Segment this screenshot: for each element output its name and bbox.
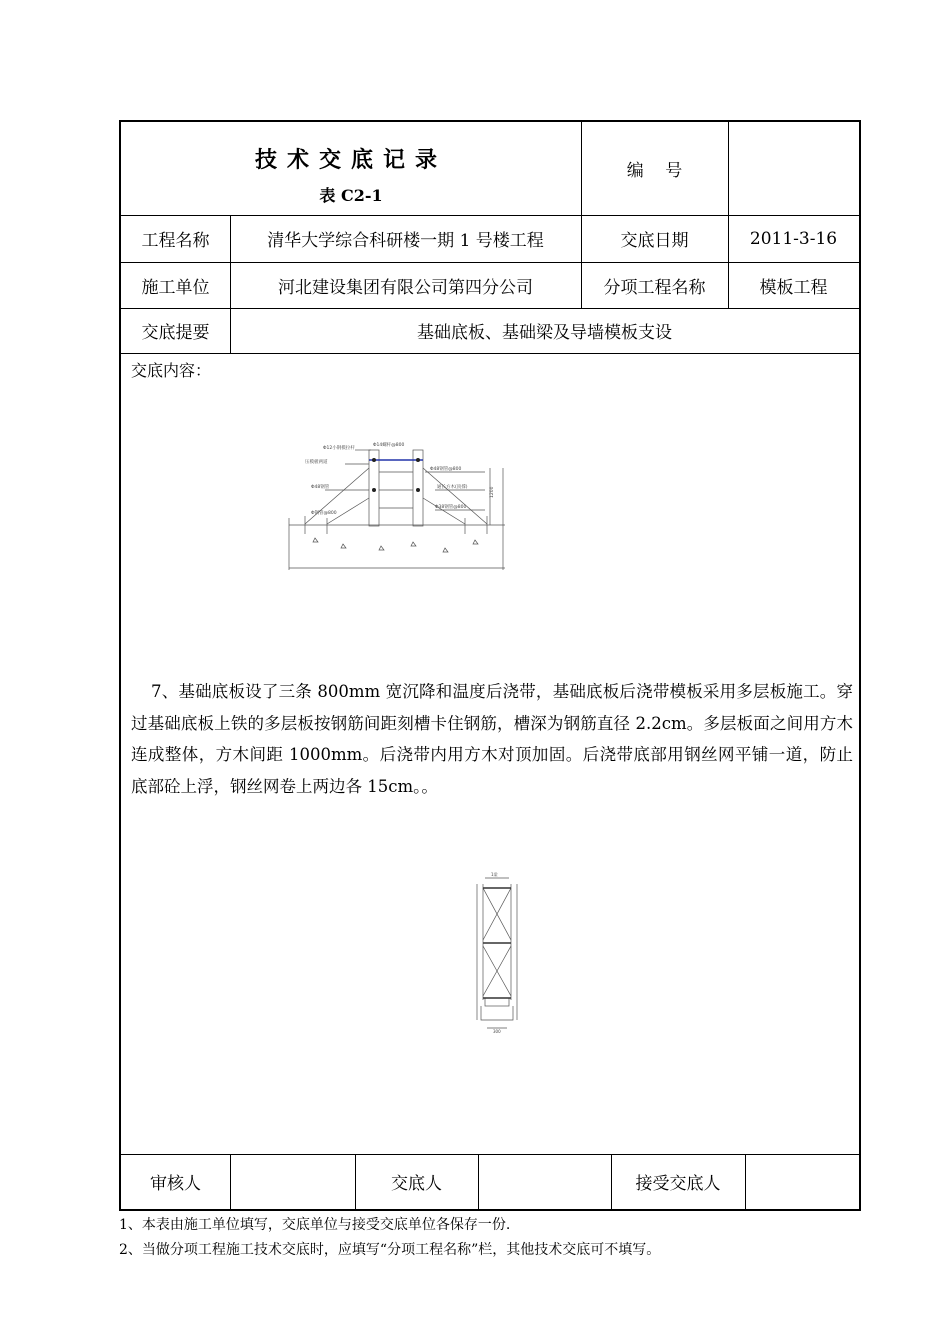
- footnote: 2、当做分项工程施工技术交底时，应填写“分项工程名称”栏，其他技术交底可不填写。: [119, 1242, 661, 1258]
- formwork-section-figure: [285, 438, 515, 578]
- discloser-label: 交底人: [391, 1174, 442, 1194]
- form-title: 技术交底记录: [254, 146, 447, 173]
- figure1-label: Φ14螺杆@800: [373, 443, 405, 448]
- content-label: 交底内容：: [131, 361, 212, 380]
- reviewer-label: 审核人: [150, 1174, 201, 1194]
- figure2-label: 1梁: [491, 872, 498, 877]
- receiver-value: [745, 1154, 859, 1209]
- project-name-label: 工程名称: [141, 231, 210, 251]
- figure1-label: Φ48钢管@800: [430, 467, 462, 472]
- summary-value: 基础底板、基础梁及导墙模板支设: [417, 323, 672, 343]
- row-divider: [121, 353, 859, 354]
- figure1-label: Φ48钢管: [311, 485, 330, 490]
- subproject-value: 模板工程: [759, 277, 828, 298]
- figure1-label: Φ12小钢模拉杆: [323, 446, 355, 451]
- number-label: 编 号: [626, 161, 683, 181]
- figure1-label: Φ钢管@800: [311, 511, 337, 516]
- subproject-label: 分项工程名称: [603, 277, 706, 298]
- figure1-label: 通长方木(顶撑): [437, 485, 468, 490]
- reviewer-value: [230, 1154, 355, 1209]
- unit-value: 河北建设集团有限公司第四分公司: [278, 277, 533, 298]
- figure1-label: 压模板两道: [305, 460, 328, 465]
- figure1-label: Φ38钢管@800: [435, 505, 467, 510]
- date-label: 交底日期: [620, 231, 689, 251]
- form-number: 表 C2-1: [319, 185, 383, 205]
- post-pour-strip-figure: [467, 870, 527, 1034]
- discloser-value: [478, 1154, 611, 1209]
- project-name-value: 清华大学综合科研楼一期 1 号楼工程: [267, 231, 544, 251]
- summary-label: 交底提要: [141, 323, 210, 343]
- receiver-label: 接受交底人: [635, 1174, 721, 1194]
- figure2-label: 300: [493, 1029, 501, 1034]
- content-paragraph: 7、基础底板设了三条 800mm 宽沉降和温度后浇带，基础底板后浇带模板采用多层板施工。穿过基础底板上铁的多层板按钢筋间距刻槽卡住钢筋，槽深为钢筋直径 2.2cm。多层板面之间用方木连成整体，方木间距 1000mm。后浇带内用方木对顶加固。后浇带底部用钢丝网平铺一道，防止底部砼上浮，钢丝网卷上两边各 15cm。。: [131, 682, 853, 796]
- footnote: 1、本表由施工单位填写，交底单位与接受交底单位各保存一份.: [119, 1217, 511, 1233]
- number-value: [728, 122, 859, 215]
- figure1-label: 1200: [490, 486, 495, 498]
- disclosure-form: [119, 120, 861, 1211]
- date-value: 2011-3-16: [749, 228, 838, 249]
- unit-label: 施工单位: [141, 277, 210, 298]
